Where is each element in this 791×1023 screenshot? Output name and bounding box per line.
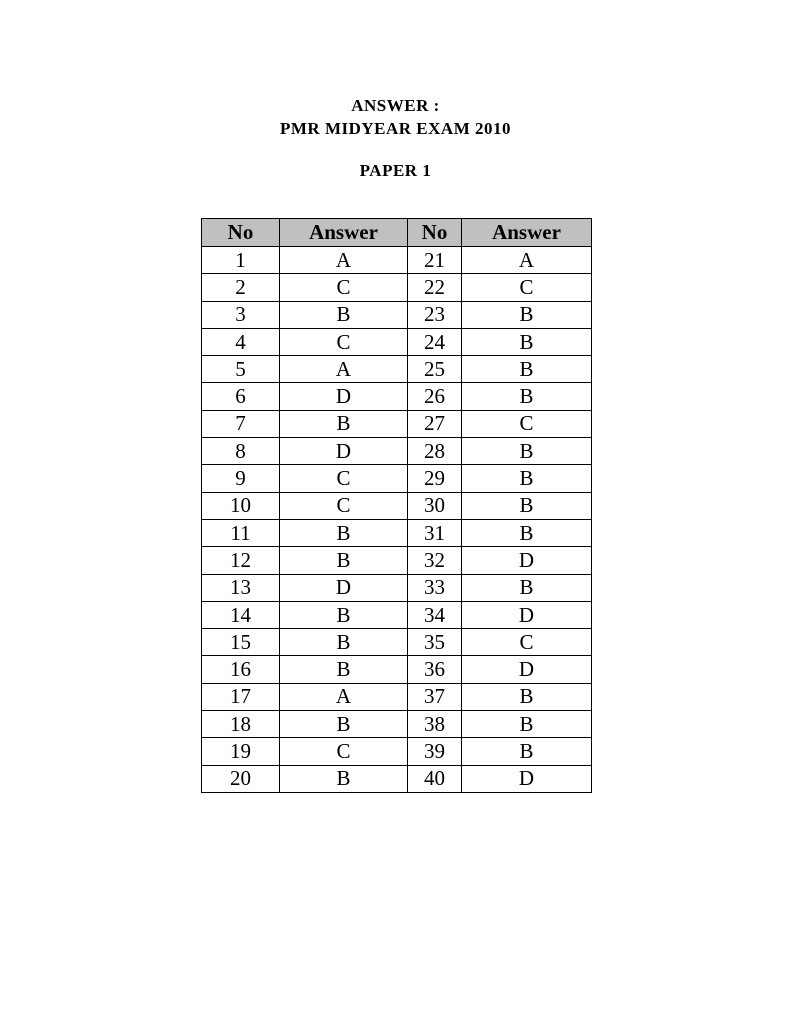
table-row	[202, 519, 592, 546]
answer-left: B	[280, 519, 408, 546]
table-row	[202, 356, 592, 383]
question-number-left: 2	[202, 274, 280, 301]
table-row	[202, 574, 592, 601]
question-number-left: 10	[202, 492, 280, 519]
answer-table	[201, 218, 592, 793]
title-paper: PAPER 1	[359, 161, 432, 180]
question-number-right: 37	[408, 683, 462, 710]
question-number-left: 3	[202, 301, 280, 328]
question-number-left: 9	[202, 465, 280, 492]
question-number-right: 34	[408, 601, 462, 628]
question-number-left: 19	[202, 738, 280, 765]
question-number-right: 39	[408, 738, 462, 765]
answer-left: D	[280, 574, 408, 601]
question-number-right: 23	[408, 301, 462, 328]
question-number-right: 36	[408, 656, 462, 683]
question-number-left: 14	[202, 601, 280, 628]
answer-right: B	[462, 438, 592, 465]
question-number-left: 16	[202, 656, 280, 683]
question-number-left: 11	[202, 519, 280, 546]
title-answer: ANSWER :	[351, 96, 440, 115]
table-row	[202, 410, 592, 437]
answer-right: C	[462, 274, 592, 301]
question-number-right: 32	[408, 547, 462, 574]
table-row	[202, 656, 592, 683]
answer-left: B	[280, 656, 408, 683]
answer-left: B	[280, 711, 408, 738]
header-no-left: No	[202, 219, 280, 247]
answer-left: D	[280, 438, 408, 465]
question-number-left: 12	[202, 547, 280, 574]
question-number-right: 22	[408, 274, 462, 301]
question-number-right: 28	[408, 438, 462, 465]
question-number-right: 31	[408, 519, 462, 546]
answer-left: C	[280, 492, 408, 519]
table-row	[202, 765, 592, 792]
answer-left: C	[280, 738, 408, 765]
question-number-left: 5	[202, 356, 280, 383]
answer-left: D	[280, 383, 408, 410]
question-number-right: 30	[408, 492, 462, 519]
table-row	[202, 328, 592, 355]
question-number-right: 40	[408, 765, 462, 792]
answer-right: C	[462, 629, 592, 656]
question-number-left: 20	[202, 765, 280, 792]
answer-right: B	[462, 711, 592, 738]
answer-left: B	[280, 410, 408, 437]
answer-left: C	[280, 328, 408, 355]
answer-left: C	[280, 465, 408, 492]
header-answer-right: Answer	[462, 219, 592, 247]
answer-right: D	[462, 601, 592, 628]
table-row	[202, 247, 592, 274]
answer-left: B	[280, 601, 408, 628]
question-number-right: 27	[408, 410, 462, 437]
question-number-right: 29	[408, 465, 462, 492]
table-row	[202, 547, 592, 574]
table-row	[202, 438, 592, 465]
answer-right: D	[462, 656, 592, 683]
answer-left: B	[280, 629, 408, 656]
answer-left: B	[280, 765, 408, 792]
answer-left: C	[280, 274, 408, 301]
answer-right: B	[462, 383, 592, 410]
table-row	[202, 383, 592, 410]
question-number-right: 26	[408, 383, 462, 410]
table-row	[202, 711, 592, 738]
question-number-left: 17	[202, 683, 280, 710]
answer-left: B	[280, 547, 408, 574]
table-row	[202, 601, 592, 628]
header-no-right: No	[408, 219, 462, 247]
question-number-left: 6	[202, 383, 280, 410]
answer-right: B	[462, 738, 592, 765]
answer-right: B	[462, 683, 592, 710]
table-row	[202, 465, 592, 492]
answer-right: B	[462, 519, 592, 546]
table-row	[202, 738, 592, 765]
table-row	[202, 301, 592, 328]
answer-right: B	[462, 574, 592, 601]
answer-right: B	[462, 328, 592, 355]
answer-right: D	[462, 547, 592, 574]
question-number-left: 15	[202, 629, 280, 656]
header-answer-left: Answer	[280, 219, 408, 247]
table-row	[202, 274, 592, 301]
question-number-right: 25	[408, 356, 462, 383]
answer-right: D	[462, 765, 592, 792]
answer-right: B	[462, 356, 592, 383]
table-row	[202, 492, 592, 519]
answer-right: B	[462, 301, 592, 328]
answer-left: B	[280, 301, 408, 328]
question-number-right: 21	[408, 247, 462, 274]
table-row	[202, 629, 592, 656]
question-number-left: 4	[202, 328, 280, 355]
question-number-right: 33	[408, 574, 462, 601]
title-exam-name: PMR MIDYEAR EXAM 2010	[279, 119, 511, 138]
question-number-right: 38	[408, 711, 462, 738]
question-number-left: 8	[202, 438, 280, 465]
question-number-left: 18	[202, 711, 280, 738]
answer-right: C	[462, 410, 592, 437]
question-number-right: 24	[408, 328, 462, 355]
answer-right: A	[462, 247, 592, 274]
answer-left: A	[280, 247, 408, 274]
answer-right: B	[462, 492, 592, 519]
answer-table-body	[202, 247, 592, 793]
table-row	[202, 683, 592, 710]
answer-left: A	[280, 683, 408, 710]
question-number-left: 7	[202, 410, 280, 437]
question-number-left: 13	[202, 574, 280, 601]
answer-left: A	[280, 356, 408, 383]
question-number-right: 35	[408, 629, 462, 656]
answer-table-header-row	[202, 219, 592, 247]
answer-right: B	[462, 465, 592, 492]
question-number-left: 1	[202, 247, 280, 274]
